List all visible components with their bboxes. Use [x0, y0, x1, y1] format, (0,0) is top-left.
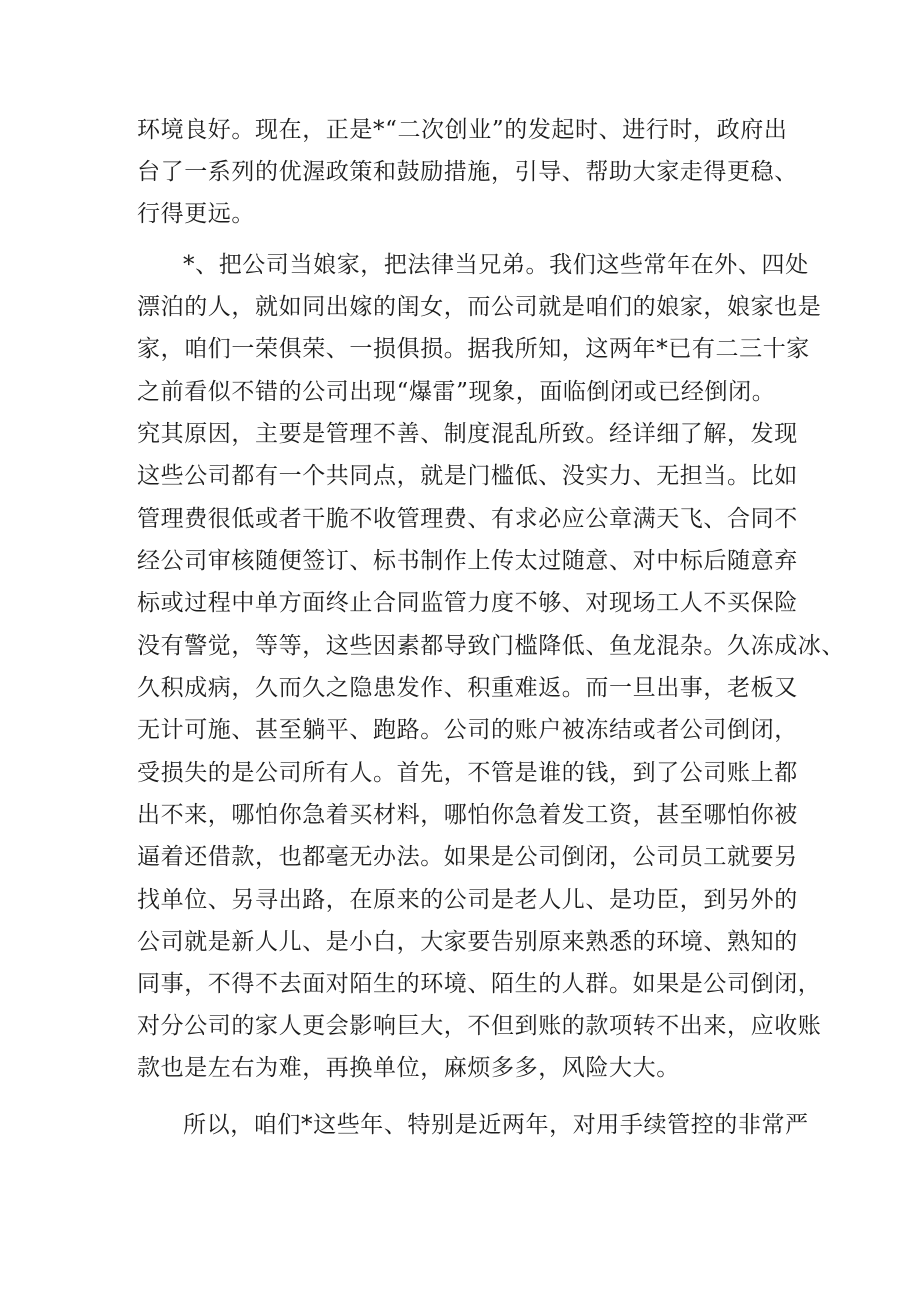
text-line: 对分公司的家人更会影响巨大，不但到账的款项转不出来，应收账	[137, 1013, 822, 1039]
text-line: 行得更远。	[137, 201, 255, 227]
text-line: 久积成病，久而久之隐患发作、积重难返。而一旦出事，老板又	[137, 675, 798, 701]
text-line: 究其原因，主要是管理不善、制度混乱所致。经详细了解，发现	[137, 421, 798, 447]
text-line: 家，咱们一荣俱荣、一损俱损。据我所知，这两年*已有二三十家	[137, 336, 810, 362]
text-line: *、把公司当娘家，把法律当兄弟。我们这些常年在外、四处	[183, 252, 809, 278]
text-line: 受损失的是公司所有人。首先，不管是谁的钱，到了公司账上都	[137, 760, 798, 786]
text-line: 款也是左右为难，再换单位，麻烦多多，风险大大。	[137, 1055, 680, 1081]
text-line: 同事，不得不去面对陌生的环境、陌生的人群。如果是公司倒闭，	[137, 971, 822, 997]
text-line: 逼着还借款，也都毫无办法。如果是公司倒闭，公司员工就要另	[137, 844, 798, 870]
text-line: 漂泊的人，就如同出嫁的闺女，而公司就是咱们的娘家，娘家也是	[137, 294, 822, 320]
text-line: 台了一系列的优渥政策和鼓励措施，引导、帮助大家走得更稳、	[137, 159, 798, 185]
text-line: 公司就是新人儿、是小白，大家要告别原来熟悉的环境、熟知的	[137, 929, 798, 955]
text-line: 这些公司都有一个共同点，就是门槛低、没实力、无担当。比如	[137, 463, 798, 489]
text-line: 出不来，哪怕你急着买材料，哪怕你急着发工资，甚至哪怕你被	[137, 802, 798, 828]
text-line: 管理费很低或者干脆不收管理费、有求必应公章满天飞、合同不	[137, 506, 798, 532]
text-line: 没有警觉，等等，这些因素都导致门槛降低、鱼龙混杂。久冻成冰、	[137, 633, 845, 659]
text-line: 标或过程中单方面终止合同监管力度不够、对现场工人不买保险	[137, 590, 798, 616]
text-line: 之前看似不错的公司出现“爆雷”现象，面临倒闭或已经倒闭。	[137, 379, 776, 405]
text-line: 所以，咱们*这些年、特别是近两年，对用手续管控的非常严	[183, 1112, 809, 1138]
text-line: 环境良好。现在，正是*“二次创业”的发起时、进行时，政府出	[137, 117, 788, 143]
text-line: 经公司审核随便签订、标书制作上传太过随意、对中标后随意弃	[137, 548, 798, 574]
text-line: 找单位、另寻出路，在原来的公司是老人儿、是功臣，到另外的	[137, 887, 798, 913]
text-line: 无计可施、甚至躺平、跑路。公司的账户被冻结或者公司倒闭，	[137, 717, 798, 743]
